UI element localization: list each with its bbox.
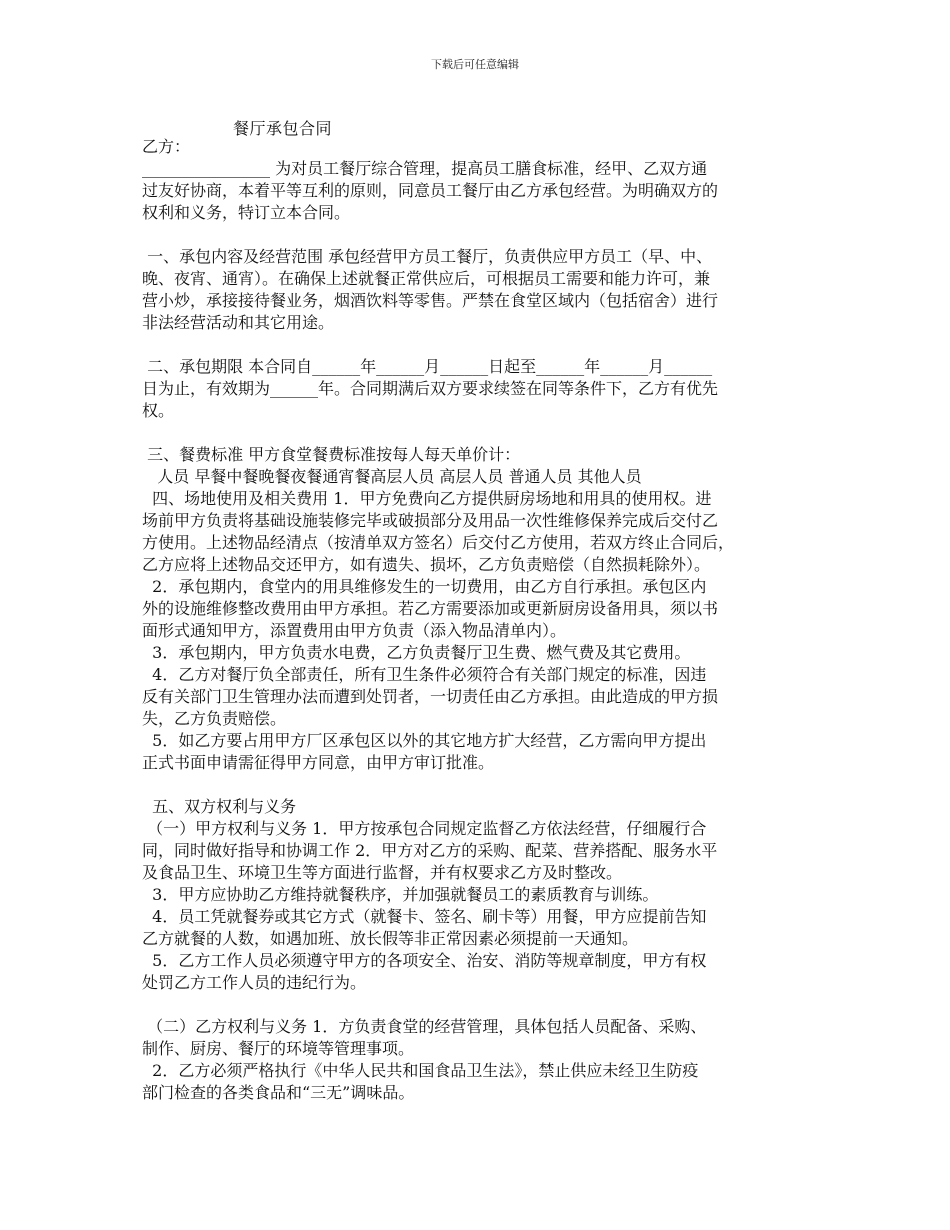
section-4-line: 乙方应将上述物品交还甲方，如有遗失、损坏，乙方负责赔偿（自然损耗除外）。	[142, 555, 711, 574]
section-2-line: 日为止，有效期为______年。合同期满后双方要求续签在同等条件下，乙方有优先	[142, 379, 719, 398]
paragraph-gap	[142, 422, 828, 444]
section-4-line: 正式书面申请需征得甲方同意，由甲方审订批准。	[142, 753, 495, 772]
section-5-2-line: 制作、厨房、餐厅的环境等管理事项。	[142, 1039, 415, 1058]
party-b-label: 乙方：	[142, 137, 191, 156]
section-4-line: 3．承包期内，甲方负责水电费，乙方负责餐厅卫生费、燃气费及其它费用。	[142, 643, 691, 662]
section-5-1-line: 乙方就餐的人数，如遇加班、放长假等非正常因素必须提前一天通知。	[142, 929, 639, 948]
section-3-line: 三、餐费标准 甲方食堂餐费标准按每人每天单价计：	[142, 445, 521, 464]
section-1-line: 非法经营活动和其它用途。	[142, 313, 335, 332]
section-5-1-line: 处罚乙方工作人员的违纪行为。	[142, 973, 367, 992]
page-header-note: 下载后可任意编辑	[431, 58, 519, 71]
section-2-line: 权。	[142, 401, 175, 420]
section-4-line: 2．承包期内，食堂内的用具维修发生的一切费用，由乙方自行承担。承包区内	[142, 577, 707, 596]
section-4-line: 4．乙方对餐厅负全部责任，所有卫生条件必须符合有关部门规定的标准，因违	[142, 665, 707, 684]
section-5-1-line: 4．员工凭就餐券或其它方式（就餐卡、签名、刷卡等）用餐，甲方应提前告知	[142, 907, 707, 926]
section-4-line: 外的设施维修整改费用由甲方承担。若乙方需要添加或更新厨房设备用具，须以书	[142, 599, 719, 618]
section-1-line: 晚、夜宵、通宵）。在确保上述就餐正常供应后，可根据员工需要和能力许可，兼	[142, 269, 711, 288]
section-5-2-line: 部门检查的各类食品和“三无”调味品。	[142, 1083, 415, 1102]
section-5-1-line: 3．甲方应协助乙方维持就餐秩序，并加强就餐员工的素质教育与训练。	[142, 885, 659, 904]
section-5-1-line: 及食品卫生、环境卫生等方面进行监督，并有权要求乙方及时整改。	[142, 863, 623, 882]
preamble-line: 过友好协商，本着平等互利的原则，同意员工餐厅由乙方承包经营。为明确双方的	[142, 181, 719, 200]
section-5-1-line: （一）甲方权利与义务 1．甲方按承包合同规定监督乙方依法经营，仔细履行合	[142, 819, 707, 838]
section-5-1-line: 5．乙方工作人员必须遵守甲方的各项安全、治安、消防等规章制度，甲方有权	[142, 951, 707, 970]
paragraph-gap	[142, 774, 828, 796]
section-4-line: 面形式通知甲方，添置费用由甲方负责（添入物品清单内）。	[142, 621, 567, 640]
section-2-line: 二、承包期限 本合同自______年______月______日起至______年______月______	[142, 357, 713, 376]
paragraph-gap	[142, 334, 828, 356]
preamble-line: 权利和义务，特订立本合同。	[142, 203, 351, 222]
section-5-2-line: 2．乙方必须严格执行《中华人民共和国食品卫生法》，禁止供应未经卫生防疫	[142, 1061, 699, 1080]
section-4-line: 方使用。上述物品经清点（按清单双方签名）后交付乙方使用，若双方终止合同后，	[142, 533, 735, 552]
section-4-line: 失，乙方负责赔偿。	[142, 709, 287, 728]
section-1-line: 一、承包内容及经营范围 承包经营甲方员工餐厅，负责供应甲方员工（早、中、	[142, 247, 713, 266]
section-5-2-line: （二）乙方权利与义务 1．方负责食堂的经营管理，具体包括人员配备、采购、	[142, 1017, 707, 1036]
section-4-line: 反有关部门卫生管理办法而遭到处罚者，一切责任由乙方承担。由此造成的甲方损	[142, 687, 719, 706]
section-4-line: 场前甲方负责将基础设施装修完毕或破损部分及用品一次性维修保养完成后交付乙	[142, 511, 719, 530]
section-5-heading: 五、双方权利与义务	[142, 797, 297, 816]
section-4-line: 5．如乙方要占用甲方厂区承包区以外的其它地方扩大经营，乙方需向甲方提出	[142, 731, 707, 750]
paragraph-gap	[142, 994, 828, 1016]
section-1-line: 营小炒，承接接待餐业务，烟酒饮料等零售。严禁在食堂区域内（包括宿舍）进行	[142, 291, 719, 310]
document-body	[142, 136, 828, 1104]
paragraph-gap	[142, 224, 828, 246]
section-4-line: 四、场地使用及相关费用 1．甲方免费向乙方提供厨房场地和用具的使用权。进	[142, 489, 712, 508]
section-5-1-line: 同，同时做好指导和协调工作 2．甲方对乙方的采购、配菜、营养搭配、服务水平	[142, 841, 718, 860]
document-title: 餐厅承包合同	[233, 119, 333, 138]
preamble-line: ________________ 为对员工餐厅综合管理，提高员工膳食标准，经甲、乙双方通	[142, 159, 708, 178]
meal-fee-header-line: 人员 早餐中餐晚餐夜餐通宵餐高层人员 高层人员 普通人员 其他人员	[142, 467, 642, 486]
